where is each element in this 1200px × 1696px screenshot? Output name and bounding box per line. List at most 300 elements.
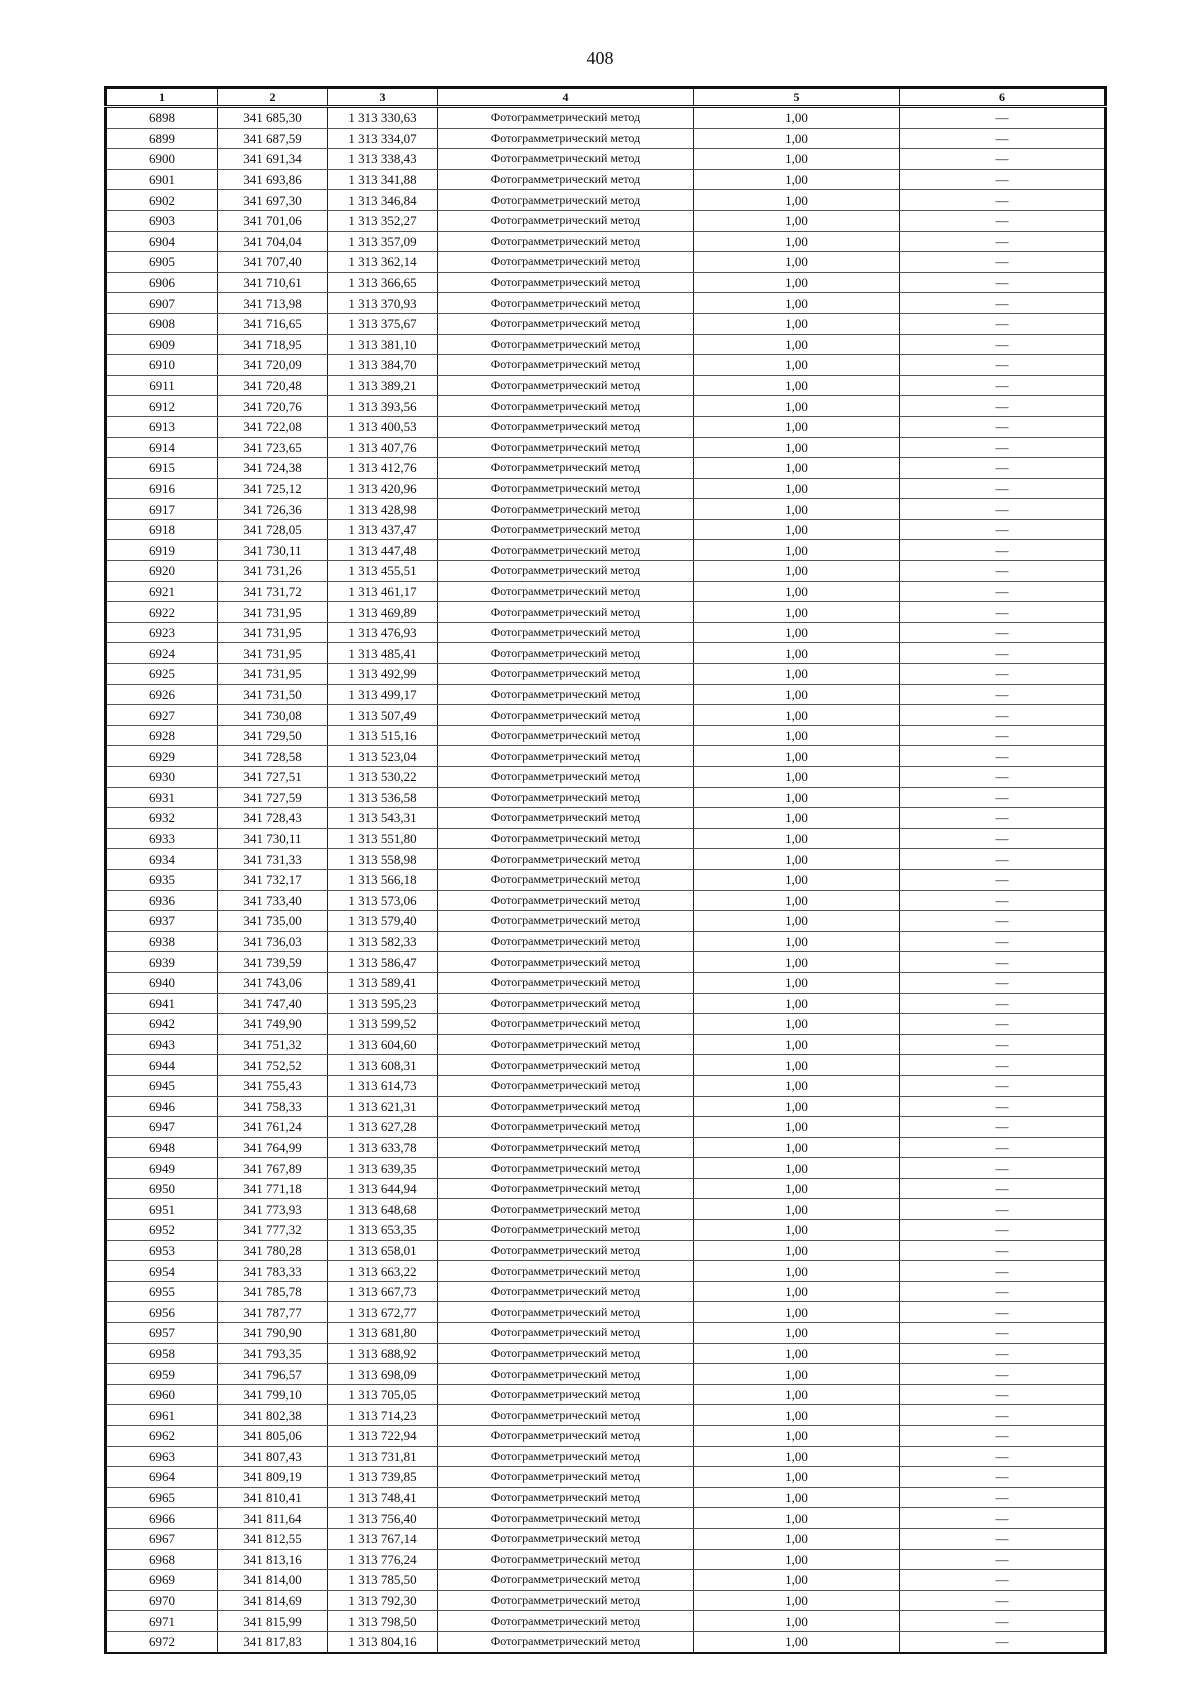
description-cell: —	[900, 210, 1106, 231]
method-cell: Фотограмметрический метод	[438, 1302, 694, 1323]
x-coordinate-cell: 341 813,16	[218, 1549, 328, 1570]
description-cell: —	[900, 1323, 1106, 1344]
y-coordinate-cell: 1 313 688,92	[328, 1343, 438, 1364]
point-number-cell: 6922	[106, 602, 218, 623]
method-cell: Фотограмметрический метод	[438, 499, 694, 520]
y-coordinate-cell: 1 313 536,58	[328, 787, 438, 808]
description-cell: —	[900, 293, 1106, 314]
table-row	[106, 458, 1106, 479]
point-number-cell: 6936	[106, 890, 218, 911]
x-coordinate-cell: 341 720,48	[218, 375, 328, 396]
point-number-cell: 6912	[106, 396, 218, 417]
method-cell: Фотограмметрический метод	[438, 293, 694, 314]
point-number-cell: 6919	[106, 540, 218, 561]
x-coordinate-cell: 341 697,30	[218, 190, 328, 211]
table-row	[106, 1117, 1106, 1138]
x-coordinate-cell: 341 780,28	[218, 1240, 328, 1261]
table-row	[106, 334, 1106, 355]
y-coordinate-cell: 1 313 798,50	[328, 1611, 438, 1632]
x-coordinate-cell: 341 728,58	[218, 746, 328, 767]
precision-cell: 1,00	[694, 190, 900, 211]
x-coordinate-cell: 341 720,76	[218, 396, 328, 417]
table-row	[106, 499, 1106, 520]
precision-cell: 1,00	[694, 890, 900, 911]
y-coordinate-cell: 1 313 667,73	[328, 1281, 438, 1302]
point-number-cell: 6926	[106, 684, 218, 705]
y-coordinate-cell: 1 313 507,49	[328, 705, 438, 726]
y-coordinate-cell: 1 313 633,78	[328, 1137, 438, 1158]
description-cell: —	[900, 169, 1106, 190]
precision-cell: 1,00	[694, 540, 900, 561]
precision-cell: 1,00	[694, 1467, 900, 1488]
precision-cell: 1,00	[694, 972, 900, 993]
precision-cell: 1,00	[694, 1158, 900, 1179]
table-row	[106, 1405, 1106, 1426]
method-cell: Фотограмметрический метод	[438, 767, 694, 788]
point-number-cell: 6927	[106, 705, 218, 726]
description-cell: —	[900, 602, 1106, 623]
precision-cell: 1,00	[694, 334, 900, 355]
table-header	[106, 88, 1106, 107]
point-number-cell: 6918	[106, 519, 218, 540]
y-coordinate-cell: 1 313 658,01	[328, 1240, 438, 1261]
precision-cell: 1,00	[694, 1364, 900, 1385]
precision-cell: 1,00	[694, 169, 900, 190]
table-row	[106, 1570, 1106, 1591]
method-cell: Фотограмметрический метод	[438, 993, 694, 1014]
point-number-cell: 6971	[106, 1611, 218, 1632]
table-row	[106, 107, 1106, 129]
method-cell: Фотограмметрический метод	[438, 313, 694, 334]
x-coordinate-cell: 341 693,86	[218, 169, 328, 190]
point-number-cell: 6939	[106, 952, 218, 973]
x-coordinate-cell: 341 704,04	[218, 231, 328, 252]
point-number-cell: 6945	[106, 1075, 218, 1096]
point-number-cell: 6935	[106, 869, 218, 890]
table-row	[106, 828, 1106, 849]
precision-cell: 1,00	[694, 952, 900, 973]
description-cell: —	[900, 725, 1106, 746]
description-cell: —	[900, 1075, 1106, 1096]
y-coordinate-cell: 1 313 357,09	[328, 231, 438, 252]
method-cell: Фотограмметрический метод	[438, 869, 694, 890]
point-number-cell: 6907	[106, 293, 218, 314]
point-number-cell: 6934	[106, 849, 218, 870]
table-row	[106, 1055, 1106, 1076]
y-coordinate-cell: 1 313 530,22	[328, 767, 438, 788]
table-row	[106, 1137, 1106, 1158]
description-cell: —	[900, 684, 1106, 705]
x-coordinate-cell: 341 727,51	[218, 767, 328, 788]
precision-cell: 1,00	[694, 767, 900, 788]
point-number-cell: 6923	[106, 622, 218, 643]
precision-cell: 1,00	[694, 437, 900, 458]
x-coordinate-cell: 341 785,78	[218, 1281, 328, 1302]
table-row	[106, 1467, 1106, 1488]
table-row	[106, 396, 1106, 417]
table-row	[106, 972, 1106, 993]
precision-cell: 1,00	[694, 622, 900, 643]
description-cell: —	[900, 1384, 1106, 1405]
method-cell: Фотограмметрический метод	[438, 1467, 694, 1488]
x-coordinate-cell: 341 723,65	[218, 437, 328, 458]
description-cell: —	[900, 787, 1106, 808]
description-cell: —	[900, 334, 1106, 355]
precision-cell: 1,00	[694, 993, 900, 1014]
y-coordinate-cell: 1 313 476,93	[328, 622, 438, 643]
description-cell: —	[900, 828, 1106, 849]
table-row	[106, 952, 1106, 973]
point-number-cell: 6941	[106, 993, 218, 1014]
description-cell: —	[900, 128, 1106, 149]
description-cell: —	[900, 705, 1106, 726]
table-row	[106, 1240, 1106, 1261]
point-number-cell: 6930	[106, 767, 218, 788]
method-cell: Фотограмметрический метод	[438, 149, 694, 170]
precision-cell: 1,00	[694, 107, 900, 129]
point-number-cell: 6953	[106, 1240, 218, 1261]
point-number-cell: 6952	[106, 1220, 218, 1241]
point-number-cell: 6959	[106, 1364, 218, 1385]
point-number-cell: 6967	[106, 1528, 218, 1549]
x-coordinate-cell: 341 783,33	[218, 1261, 328, 1282]
x-coordinate-cell: 341 812,55	[218, 1528, 328, 1549]
description-cell: —	[900, 1446, 1106, 1467]
point-number-cell: 6961	[106, 1405, 218, 1426]
precision-cell: 1,00	[694, 561, 900, 582]
table-row	[106, 1343, 1106, 1364]
method-cell: Фотограмметрический метод	[438, 622, 694, 643]
point-number-cell: 6928	[106, 725, 218, 746]
description-cell: —	[900, 540, 1106, 561]
method-cell: Фотограмметрический метод	[438, 931, 694, 952]
method-cell: Фотограмметрический метод	[438, 1281, 694, 1302]
description-cell: —	[900, 149, 1106, 170]
method-cell: Фотограмметрический метод	[438, 458, 694, 479]
method-cell: Фотограмметрический метод	[438, 1220, 694, 1241]
point-number-cell: 6911	[106, 375, 218, 396]
point-number-cell: 6929	[106, 746, 218, 767]
x-coordinate-cell: 341 805,06	[218, 1426, 328, 1447]
point-number-cell: 6913	[106, 416, 218, 437]
x-coordinate-cell: 341 787,77	[218, 1302, 328, 1323]
table-row	[106, 1364, 1106, 1385]
method-cell: Фотограмметрический метод	[438, 664, 694, 685]
table-row	[106, 1199, 1106, 1220]
method-cell: Фотограмметрический метод	[438, 210, 694, 231]
y-coordinate-cell: 1 313 461,17	[328, 581, 438, 602]
description-cell: —	[900, 1281, 1106, 1302]
y-coordinate-cell: 1 313 653,35	[328, 1220, 438, 1241]
description-cell: —	[900, 1261, 1106, 1282]
point-number-cell: 6904	[106, 231, 218, 252]
method-cell: Фотограмметрический метод	[438, 1364, 694, 1385]
precision-cell: 1,00	[694, 396, 900, 417]
x-coordinate-cell: 341 731,50	[218, 684, 328, 705]
description-cell: —	[900, 767, 1106, 788]
y-coordinate-cell: 1 313 381,10	[328, 334, 438, 355]
table-row	[106, 540, 1106, 561]
table-row	[106, 1220, 1106, 1241]
description-cell: —	[900, 1096, 1106, 1117]
method-cell: Фотограмметрический метод	[438, 437, 694, 458]
description-cell: —	[900, 1220, 1106, 1241]
point-number-cell: 6921	[106, 581, 218, 602]
point-number-cell: 6909	[106, 334, 218, 355]
description-cell: —	[900, 355, 1106, 376]
method-cell: Фотограмметрический метод	[438, 972, 694, 993]
precision-cell: 1,00	[694, 1508, 900, 1529]
y-coordinate-cell: 1 313 330,63	[328, 107, 438, 129]
precision-cell: 1,00	[694, 931, 900, 952]
method-cell: Фотограмметрический метод	[438, 1240, 694, 1261]
method-cell: Фотограмметрический метод	[438, 396, 694, 417]
y-coordinate-cell: 1 313 595,23	[328, 993, 438, 1014]
point-number-cell: 6933	[106, 828, 218, 849]
method-cell: Фотограмметрический метод	[438, 1405, 694, 1426]
method-cell: Фотограмметрический метод	[438, 1323, 694, 1344]
description-cell: —	[900, 1549, 1106, 1570]
point-number-cell: 6903	[106, 210, 218, 231]
x-coordinate-cell: 341 730,11	[218, 540, 328, 561]
method-cell: Фотограмметрический метод	[438, 808, 694, 829]
x-coordinate-cell: 341 701,06	[218, 210, 328, 231]
table-row	[106, 808, 1106, 829]
x-coordinate-cell: 341 817,83	[218, 1631, 328, 1652]
precision-cell: 1,00	[694, 252, 900, 273]
x-coordinate-cell: 341 730,08	[218, 705, 328, 726]
x-coordinate-cell: 341 707,40	[218, 252, 328, 273]
y-coordinate-cell: 1 313 614,73	[328, 1075, 438, 1096]
point-number-cell: 6955	[106, 1281, 218, 1302]
table-row	[106, 1302, 1106, 1323]
y-coordinate-cell: 1 313 722,94	[328, 1426, 438, 1447]
method-cell: Фотограмметрический метод	[438, 911, 694, 932]
y-coordinate-cell: 1 313 412,76	[328, 458, 438, 479]
x-coordinate-cell: 341 773,93	[218, 1199, 328, 1220]
method-cell: Фотограмметрический метод	[438, 952, 694, 973]
table-row	[106, 705, 1106, 726]
y-coordinate-cell: 1 313 599,52	[328, 1014, 438, 1035]
column-header-5: 5	[694, 88, 900, 107]
table-row	[106, 1528, 1106, 1549]
y-coordinate-cell: 1 313 573,06	[328, 890, 438, 911]
description-cell: —	[900, 664, 1106, 685]
y-coordinate-cell: 1 313 341,88	[328, 169, 438, 190]
y-coordinate-cell: 1 313 515,16	[328, 725, 438, 746]
precision-cell: 1,00	[694, 313, 900, 334]
precision-cell: 1,00	[694, 1549, 900, 1570]
precision-cell: 1,00	[694, 149, 900, 170]
table-row	[106, 581, 1106, 602]
point-number-cell: 6910	[106, 355, 218, 376]
x-coordinate-cell: 341 728,43	[218, 808, 328, 829]
description-cell: —	[900, 931, 1106, 952]
description-cell: —	[900, 1611, 1106, 1632]
table-row	[106, 725, 1106, 746]
description-cell: —	[900, 808, 1106, 829]
x-coordinate-cell: 341 691,34	[218, 149, 328, 170]
method-cell: Фотограмметрический метод	[438, 1034, 694, 1055]
description-cell: —	[900, 1426, 1106, 1447]
point-number-cell: 6937	[106, 911, 218, 932]
description-cell: —	[900, 1631, 1106, 1652]
precision-cell: 1,00	[694, 478, 900, 499]
precision-cell: 1,00	[694, 705, 900, 726]
description-cell: —	[900, 1508, 1106, 1529]
point-number-cell: 6969	[106, 1570, 218, 1591]
point-number-cell: 6940	[106, 972, 218, 993]
y-coordinate-cell: 1 313 485,41	[328, 643, 438, 664]
point-number-cell: 6898	[106, 107, 218, 129]
description-cell: —	[900, 993, 1106, 1014]
y-coordinate-cell: 1 313 428,98	[328, 499, 438, 520]
method-cell: Фотограмметрический метод	[438, 1343, 694, 1364]
point-number-cell: 6920	[106, 561, 218, 582]
y-coordinate-cell: 1 313 352,27	[328, 210, 438, 231]
description-cell: —	[900, 313, 1106, 334]
precision-cell: 1,00	[694, 1426, 900, 1447]
method-cell: Фотограмметрический метод	[438, 1137, 694, 1158]
table-body	[106, 107, 1106, 1653]
point-number-cell: 6908	[106, 313, 218, 334]
description-cell: —	[900, 1487, 1106, 1508]
x-coordinate-cell: 341 807,43	[218, 1446, 328, 1467]
y-coordinate-cell: 1 313 776,24	[328, 1549, 438, 1570]
x-coordinate-cell: 341 732,17	[218, 869, 328, 890]
method-cell: Фотограмметрический метод	[438, 1611, 694, 1632]
method-cell: Фотограмметрический метод	[438, 540, 694, 561]
precision-cell: 1,00	[694, 1199, 900, 1220]
method-cell: Фотограмметрический метод	[438, 1528, 694, 1549]
precision-cell: 1,00	[694, 1528, 900, 1549]
method-cell: Фотограмметрический метод	[438, 725, 694, 746]
precision-cell: 1,00	[694, 1384, 900, 1405]
table-row	[106, 931, 1106, 952]
description-cell: —	[900, 849, 1106, 870]
x-coordinate-cell: 341 814,00	[218, 1570, 328, 1591]
precision-cell: 1,00	[694, 1075, 900, 1096]
table-row	[106, 210, 1106, 231]
x-coordinate-cell: 341 731,26	[218, 561, 328, 582]
table-row	[106, 1611, 1106, 1632]
method-cell: Фотограмметрический метод	[438, 355, 694, 376]
table-row	[106, 869, 1106, 890]
table-row	[106, 1323, 1106, 1344]
precision-cell: 1,00	[694, 355, 900, 376]
precision-cell: 1,00	[694, 581, 900, 602]
point-number-cell: 6964	[106, 1467, 218, 1488]
y-coordinate-cell: 1 313 698,09	[328, 1364, 438, 1385]
precision-cell: 1,00	[694, 1487, 900, 1508]
point-number-cell: 6906	[106, 272, 218, 293]
description-cell: —	[900, 231, 1106, 252]
x-coordinate-cell: 341 724,38	[218, 458, 328, 479]
column-header-4: 4	[438, 88, 694, 107]
point-number-cell: 6972	[106, 1631, 218, 1652]
description-cell: —	[900, 1240, 1106, 1261]
column-header-3: 3	[328, 88, 438, 107]
coordinates-table	[104, 86, 1107, 1654]
x-coordinate-cell: 341 718,95	[218, 334, 328, 355]
x-coordinate-cell: 341 771,18	[218, 1178, 328, 1199]
y-coordinate-cell: 1 313 389,21	[328, 375, 438, 396]
x-coordinate-cell: 341 758,33	[218, 1096, 328, 1117]
table-row	[106, 1631, 1106, 1652]
method-cell: Фотограмметрический метод	[438, 190, 694, 211]
description-cell: —	[900, 375, 1106, 396]
y-coordinate-cell: 1 313 543,31	[328, 808, 438, 829]
y-coordinate-cell: 1 313 731,81	[328, 1446, 438, 1467]
description-cell: —	[900, 1034, 1106, 1055]
y-coordinate-cell: 1 313 375,67	[328, 313, 438, 334]
method-cell: Фотограмметрический метод	[438, 890, 694, 911]
table-row	[106, 664, 1106, 685]
method-cell: Фотограмметрический метод	[438, 1570, 694, 1591]
description-cell: —	[900, 1590, 1106, 1611]
x-coordinate-cell: 341 731,95	[218, 622, 328, 643]
method-cell: Фотограмметрический метод	[438, 169, 694, 190]
x-coordinate-cell: 341 739,59	[218, 952, 328, 973]
point-number-cell: 6958	[106, 1343, 218, 1364]
table-row	[106, 1281, 1106, 1302]
table-row	[106, 355, 1106, 376]
y-coordinate-cell: 1 313 681,80	[328, 1323, 438, 1344]
method-cell: Фотограмметрический метод	[438, 1158, 694, 1179]
point-number-cell: 6946	[106, 1096, 218, 1117]
precision-cell: 1,00	[694, 1137, 900, 1158]
y-coordinate-cell: 1 313 705,05	[328, 1384, 438, 1405]
x-coordinate-cell: 341 726,36	[218, 499, 328, 520]
y-coordinate-cell: 1 313 579,40	[328, 911, 438, 932]
y-coordinate-cell: 1 313 334,07	[328, 128, 438, 149]
description-cell: —	[900, 478, 1106, 499]
precision-cell: 1,00	[694, 1220, 900, 1241]
x-coordinate-cell: 341 731,72	[218, 581, 328, 602]
point-number-cell: 6916	[106, 478, 218, 499]
y-coordinate-cell: 1 313 558,98	[328, 849, 438, 870]
table-row	[106, 416, 1106, 437]
method-cell: Фотограмметрический метод	[438, 1426, 694, 1447]
method-cell: Фотограмметрический метод	[438, 1384, 694, 1405]
method-cell: Фотограмметрический метод	[438, 1261, 694, 1282]
table-row	[106, 313, 1106, 334]
x-coordinate-cell: 341 747,40	[218, 993, 328, 1014]
description-cell: —	[900, 1199, 1106, 1220]
point-number-cell: 6925	[106, 664, 218, 685]
y-coordinate-cell: 1 313 366,65	[328, 272, 438, 293]
method-cell: Фотограмметрический метод	[438, 1446, 694, 1467]
description-cell: —	[900, 416, 1106, 437]
table-row	[106, 231, 1106, 252]
precision-cell: 1,00	[694, 643, 900, 664]
method-cell: Фотограмметрический метод	[438, 375, 694, 396]
precision-cell: 1,00	[694, 911, 900, 932]
x-coordinate-cell: 341 809,19	[218, 1467, 328, 1488]
description-cell: —	[900, 1364, 1106, 1385]
description-cell: —	[900, 622, 1106, 643]
x-coordinate-cell: 341 736,03	[218, 931, 328, 952]
precision-cell: 1,00	[694, 375, 900, 396]
method-cell: Фотограмметрический метод	[438, 252, 694, 273]
method-cell: Фотограмметрический метод	[438, 828, 694, 849]
description-cell: —	[900, 458, 1106, 479]
precision-cell: 1,00	[694, 1631, 900, 1652]
description-cell: —	[900, 1467, 1106, 1488]
method-cell: Фотограмметрический метод	[438, 1178, 694, 1199]
method-cell: Фотограмметрический метод	[438, 787, 694, 808]
x-coordinate-cell: 341 790,90	[218, 1323, 328, 1344]
